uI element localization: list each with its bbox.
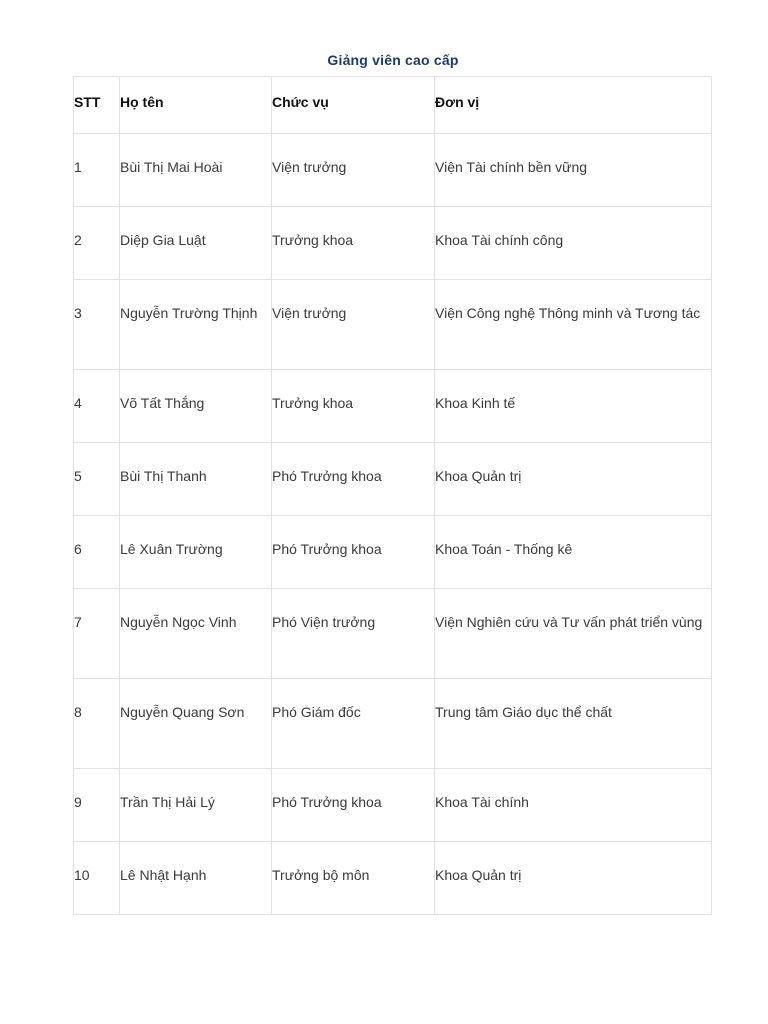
cell-role: Viện trưởng — [272, 134, 435, 207]
staff-table — [73, 76, 712, 915]
cell-name: Nguyễn Ngọc Vinh — [120, 589, 272, 679]
cell-unit: Viện Nghiên cứu và Tư vấn phát triển vùng — [435, 589, 712, 679]
cell-role: Viện trưởng — [272, 280, 435, 370]
cell-role: Phó Giám đốc — [272, 679, 435, 769]
cell-name: Trần Thị Hải Lý — [120, 769, 272, 842]
cell-unit: Khoa Quản trị — [435, 842, 712, 915]
cell-role: Trưởng bộ môn — [272, 842, 435, 915]
table-row — [74, 516, 712, 589]
cell-name: Võ Tất Thắng — [120, 370, 272, 443]
table-row — [74, 134, 712, 207]
table-row — [74, 769, 712, 842]
cell-role: Phó Trưởng khoa — [272, 769, 435, 842]
table-row — [74, 207, 712, 280]
cell-stt: 5 — [74, 443, 120, 516]
cell-role: Phó Trưởng khoa — [272, 443, 435, 516]
header-unit: Đơn vị — [435, 77, 712, 134]
table-row — [74, 589, 712, 679]
table-row — [74, 370, 712, 443]
cell-role: Trưởng khoa — [272, 207, 435, 280]
cell-name: Nguyễn Trường Thịnh — [120, 280, 272, 370]
cell-unit: Khoa Kinh tế — [435, 370, 712, 443]
cell-stt: 2 — [74, 207, 120, 280]
header-role: Chức vụ — [272, 77, 435, 134]
cell-role: Phó Trưởng khoa — [272, 516, 435, 589]
cell-stt: 1 — [74, 134, 120, 207]
cell-unit: Khoa Quản trị — [435, 443, 712, 516]
cell-unit: Viện Tài chính bền vững — [435, 134, 712, 207]
cell-name: Lê Xuân Trường — [120, 516, 272, 589]
cell-unit: Khoa Toán - Thống kê — [435, 516, 712, 589]
cell-stt: 7 — [74, 589, 120, 679]
cell-role: Phó Viện trưởng — [272, 589, 435, 679]
cell-stt: 3 — [74, 280, 120, 370]
header-name: Họ tên — [120, 77, 272, 134]
cell-stt: 9 — [74, 769, 120, 842]
cell-name: Nguyễn Quang Sơn — [120, 679, 272, 769]
cell-role: Trưởng khoa — [272, 370, 435, 443]
cell-stt: 10 — [74, 842, 120, 915]
table-row — [74, 280, 712, 370]
cell-stt: 4 — [74, 370, 120, 443]
cell-name: Diệp Gia Luật — [120, 207, 272, 280]
cell-name: Lê Nhật Hạnh — [120, 842, 272, 915]
table-row — [74, 842, 712, 915]
cell-stt: 6 — [74, 516, 120, 589]
cell-unit: Khoa Tài chính công — [435, 207, 712, 280]
cell-name: Bùi Thị Mai Hoài — [120, 134, 272, 207]
document-title: Giảng viên cao cấp — [327, 52, 459, 68]
cell-name: Bùi Thị Thanh — [120, 443, 272, 516]
cell-unit: Viện Công nghệ Thông minh và Tương tác — [435, 280, 712, 370]
table-row — [74, 443, 712, 516]
table-header-row — [74, 77, 712, 134]
table-row — [74, 679, 712, 769]
cell-unit: Trung tâm Giáo dục thể chất — [435, 679, 712, 769]
cell-stt: 8 — [74, 679, 120, 769]
header-stt: STT — [74, 77, 120, 134]
cell-unit: Khoa Tài chính — [435, 769, 712, 842]
